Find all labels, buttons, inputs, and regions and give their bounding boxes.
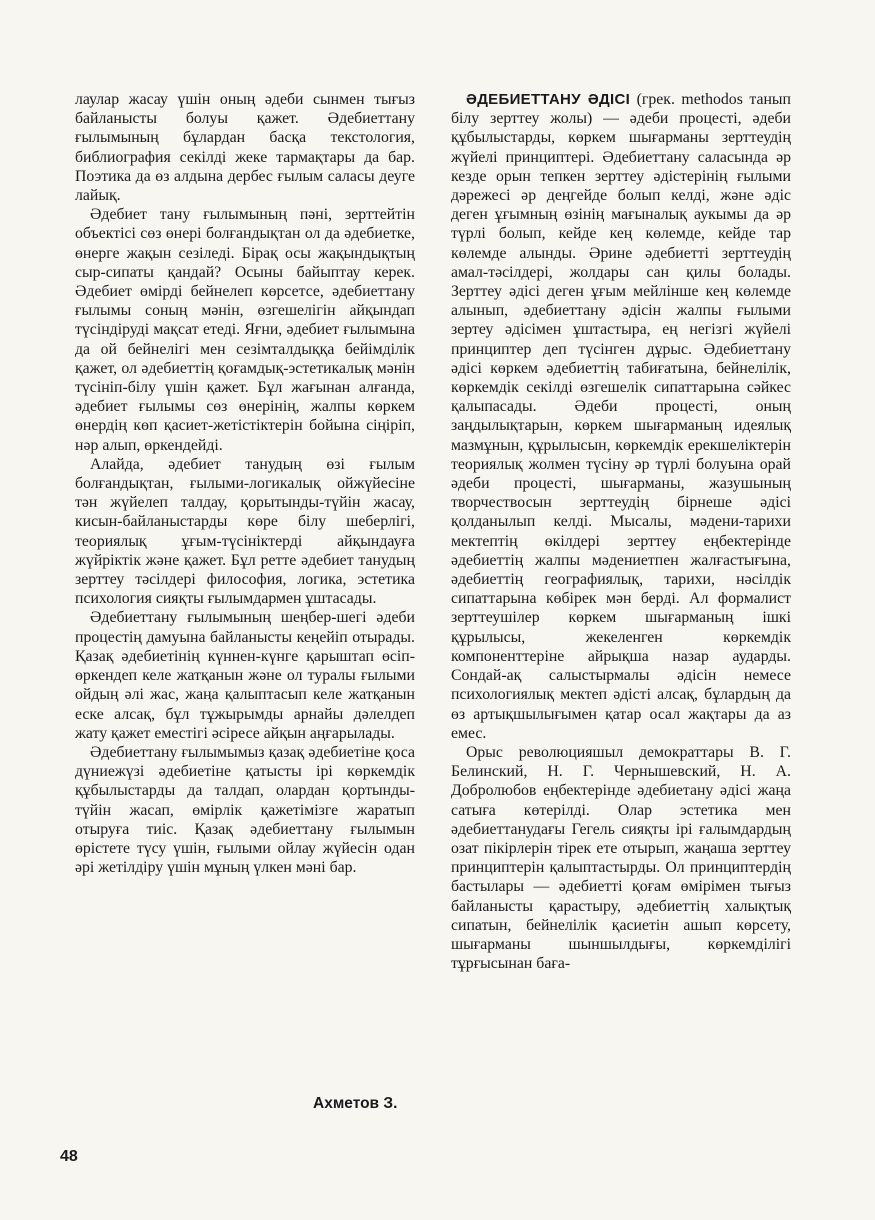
- article-author: Ахметов З.: [313, 1095, 398, 1112]
- page-number: 48: [60, 1148, 78, 1165]
- left-paragraph-4: Әдебиеттану ғылымының шеңбер-шегі әдеби процестің дамуына байланысты кеңейіп отырады. Қазақ әдебиетінің күннен-күнге қарыштап өсіп-өркендеп келе жатқанын және ол туралы ғылыми ойдың әлі жас, жаңа қалыптасып келе жатқанын еске алсақ, бұл тұжырымды арнайы дәлелдеп жату қажет еместігі әсіресе айқын аңғарылады.: [75, 609, 415, 742]
- left-column: [75, 90, 415, 877]
- entry-intro: (грек. methodos танып білу зерттеу жолы) — әдеби процесті, әдеби құбылыстарды, көркем шығарманы зерттеудің жүйелі принциптері. Әдебиеттану саласында әр кезде орын тепкен зерттеу әдістерінің ғылыми дәрежесі әр деңгейде болып келді, және әдіс деген ұғымның өзінің мағыналық аукымы да әр түрлі болып, кейде кең көлемде, кейде тар көлемде алынды. Әрине әдебиетті зерттеудің амал-тәсілдері, жолдары сан қилы болады. Зерттеу әдісі деген ұғым мейлінше кең көлемде алынып, әдебиеттану әдісін жалпы ғылыми зертеу әдісімен ұштастыра, ең негізгі жүйелі принциптер деп түсінген дұрыс. Әдебиеттану әдісі көркем әдебиеттің табиғатына, бейнелілік, көркемдік секілді өзгешелік сипаттарына сәйкес қалыпасады. Әдеби процесті, оның заңдылықтарын, көркем шығарманың идеялық мазмұнын, құрылысын, көркемдік ерекшеліктерін теориялық жолмен түсіну әр түрлі болуына орай әдеби процесті, шығарманы, жазушының творчествосын зерттеудің бірнеше әдісі қолданылып келді. Мысалы, мәдени-тарихи мектептің өкілдері зерттеу еңбектерінде әдебиеттің жалпы мәдениетпен жалғастығына, әдебиеттің географиялық, тарихи, нәсілдік сипаттарына көбірек мән берді. Ал формалист зерттеушілер көркем шығарманың ішкі құрылысы, жекеленген көркемдік компоненттеріне айрықша назар аударды. Сондай-ақ салыстырмалы әдісін немесе психологиялық мектеп әдісті алсақ, бұлардың да өз артықшылығымен қатар осал жақтары да аз емес.: [451, 91, 791, 742]
- right-paragraph-2: Орыс революцияшыл демократтары В. Г. Белинский, Н. Г. Чернышевский, Н. А. Добролюбов еңбектерінде әдебиетану әдісі жаңа сатыға көтерілді. Олар эстетика мен әдебиеттанудағы Гегель сияқты ірі ғалымдардың озат пікірлерін тірек ете отырып, жаңаша зерттеу принциптерін қалыптастырды. Ол принциптердің бастылары — әдебиетті қоғам өмірімен тығыз байланысты қарастыру, әдебиеттің халықтық сипатын, бейнелілік қасиетін ашып көрсету, шығарманы шыншылдығы, көркемділігі тұрғысынан бағa-: [451, 743, 791, 973]
- right-column: [451, 90, 791, 973]
- left-paragraph-1: лаулар жасау үшін оның әдеби сынмен тығыз байланысты болуы қажет. Әдебиеттану ғылымының бұлардан басқа текстология, библиография секілді жеке тармақтары да бар. Поэтика да өз алдына дербес ғылым саласы деуге лайық.: [75, 91, 415, 205]
- entry-paragraph: [451, 90, 791, 743]
- left-paragraph-3: Алайда, әдебиет танудың өзі ғылым болғандықтан, ғылыми-логикалық ойжүйесіне тән жүйелеп талдау, қорытынды-түйін жасау, кисын-байланыстарды көре білу шеберлігі, теориялық ұғым-түсініктерді айқындауға жүйріктік және қажет. Бұл ретте әдебиет танудың зерттеу тәсілдері философия, логика, эстетика психология сияқты ғылымдармен ұштасады.: [75, 455, 415, 608]
- entry-title: ӘДЕБИЕТТАНУ ӘДІСІ: [466, 91, 631, 108]
- left-paragraph-5: Әдебиеттану ғылымымыз қазақ әдебиетіне қоса дүниежүзі әдебиетіне қатысты ірі көркемдік құбылыстарды да талдап, олардан қортынды-түйін жасап, өмірлік қажетімізге жаратып отыруға тиіс. Қазақ әдебиеттану ғылымын өрістете түсу үшін, ғылыми ойлау жүйесін одан әрі жетілдіру үшін мұның үлкен мәні бар.: [75, 743, 415, 877]
- left-paragraph-2: Әдебиет тану ғылымының пәні, зерттейтін объектісі сөз өнері болғандықтан ол да әдебиетке, өнерге жақын сезіледі. Бірақ осы жақындықтың сыр-сипаты қандай? Осыны байыптау керек. Әдебиет өмірді бейнелеп көрсетсе, әдебиеттану ғылымы соның мәнін, өзгешелігін айқындап түсіндіруді мақсат етеді. Яғни, әдебиет ғылымына да ой бейнелігі мен сезімталдыққа бейімділік қажет, ол әдебиеттің қоғамдық-эстетикалық мәнін түсініп-білу үшін қажет. Бұл жағынан алғанда, әдебиет ғылымы сөз өнерінің, жалпы көркем өнердің көп қасиет-жетістіктерін бойына сіңіріп, нәр алып, өркендейді.: [75, 206, 415, 454]
